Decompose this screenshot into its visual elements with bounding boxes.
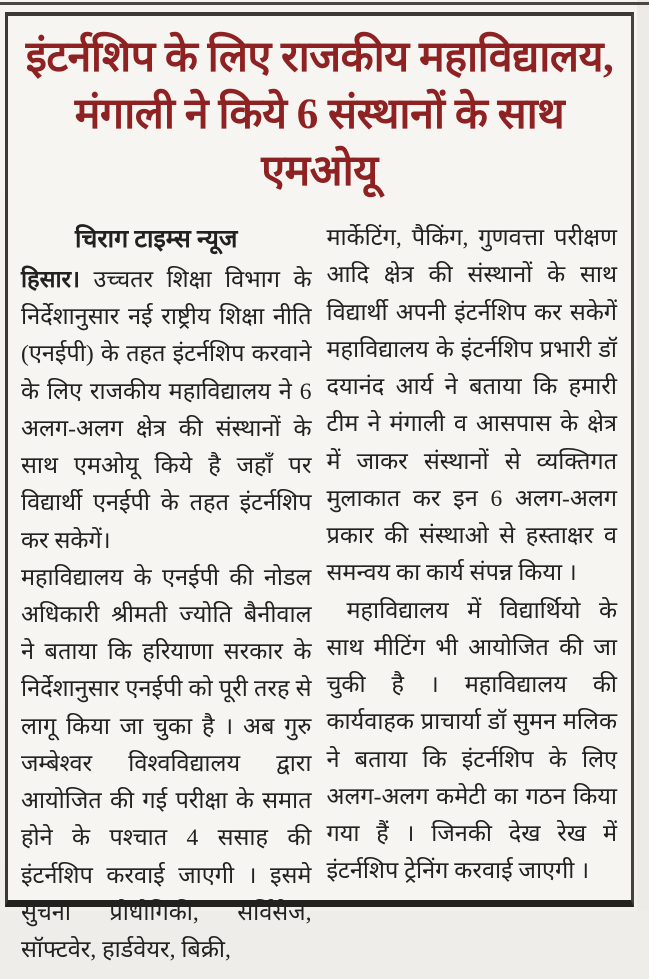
headline-line-2: मंगाली ने किये 6 संस्थानों के साथ एमओयू — [74, 90, 565, 195]
left-paragraph-2: महाविद्यालय के एनईपी की नोडल अधिकारी श्रीमती ज्योति बैनीवाल ने बताया कि हरियाणा सरकार के निर्देशानुसार एनईपी को पूरी तरह से लागू किया जा चुका है । अब गुरु जम्बेश्वर विश्वविद्यालय द्वारा आयोजित की गई परीक्षा के समात होने के पश्चात 4 ससाह की इंटर्नशिप करवाई जाएगी । इसमे सुचना प्रोधोगिकी, सर्विसेज, सॉफ्टवेर, हार्डवेयर, बिक्री, — [21, 564, 312, 964]
article-headline — [22, 30, 617, 200]
byline: चिराग टाइम्स न्यूज — [75, 226, 238, 254]
page-right-margin — [637, 0, 649, 911]
article-body — [8, 204, 631, 979]
right-paragraph-1: मार्केटिंग, पैकिंग, गुणवत्ता परीक्षण आदि क्षेत्र की संस्थानों के साथ विद्यार्थी अपनी इंटर्नशिप कर सकेगें महाविद्यालय के इंटर्नशिप प्रभारी डॉ दयानंद आर्य ने बताया कि हमारी टीम ने मंगाली व आसपास के क्षेत्र में जाकर संस्थानों से व्यक्तिगत मुलाकात कर इन 6 अलग-अलग प्रकार की संस्थाओ से हस्ताक्षर व समन्वय का कार्य संपन्न किया । — [326, 225, 617, 587]
headline-line-1: इंटर्नशिप के लिए राजकीय महाविद्यालय, — [25, 34, 614, 81]
article-frame — [5, 12, 634, 964]
left-paragraph-1 — [21, 262, 312, 560]
top-rule — [0, 2, 649, 5]
article-column-left — [21, 220, 312, 969]
dateline: हिसार। — [21, 266, 81, 293]
left-paragraph-1-text: उच्चतर शिक्षा विभाग के निर्देशानुसार नई राष्ट्रीय शिक्षा नीति (एनईपी) के तहत इंटर्नशिप करवाने के लिए राजकीय महाविद्यालय ने 6 अलग-अलग क्षेत्र की संस्थानों के साथ एमओयू किये है जहाँ पर विद्यार्थी एनईपी के तहत इंटर्नशिप कर सकेगें। — [21, 266, 312, 554]
right-paragraph-2: महाविद्यालय में विद्यार्थियो के साथ मीटिंग भी आयोजित की जा चुकी है । महाविद्यालय की कार्यवाहक प्राचार्या डॉ सुमन मलिक ने बताया कि इंटर्नशिप के लिए अलग-अलग कमेटी का गठन किया गया हैं । जिनकी देख रेख में इंटर्नशिप ट्रेनिंग करवाई जाएगी । — [326, 597, 617, 885]
article-column-right — [327, 220, 618, 969]
